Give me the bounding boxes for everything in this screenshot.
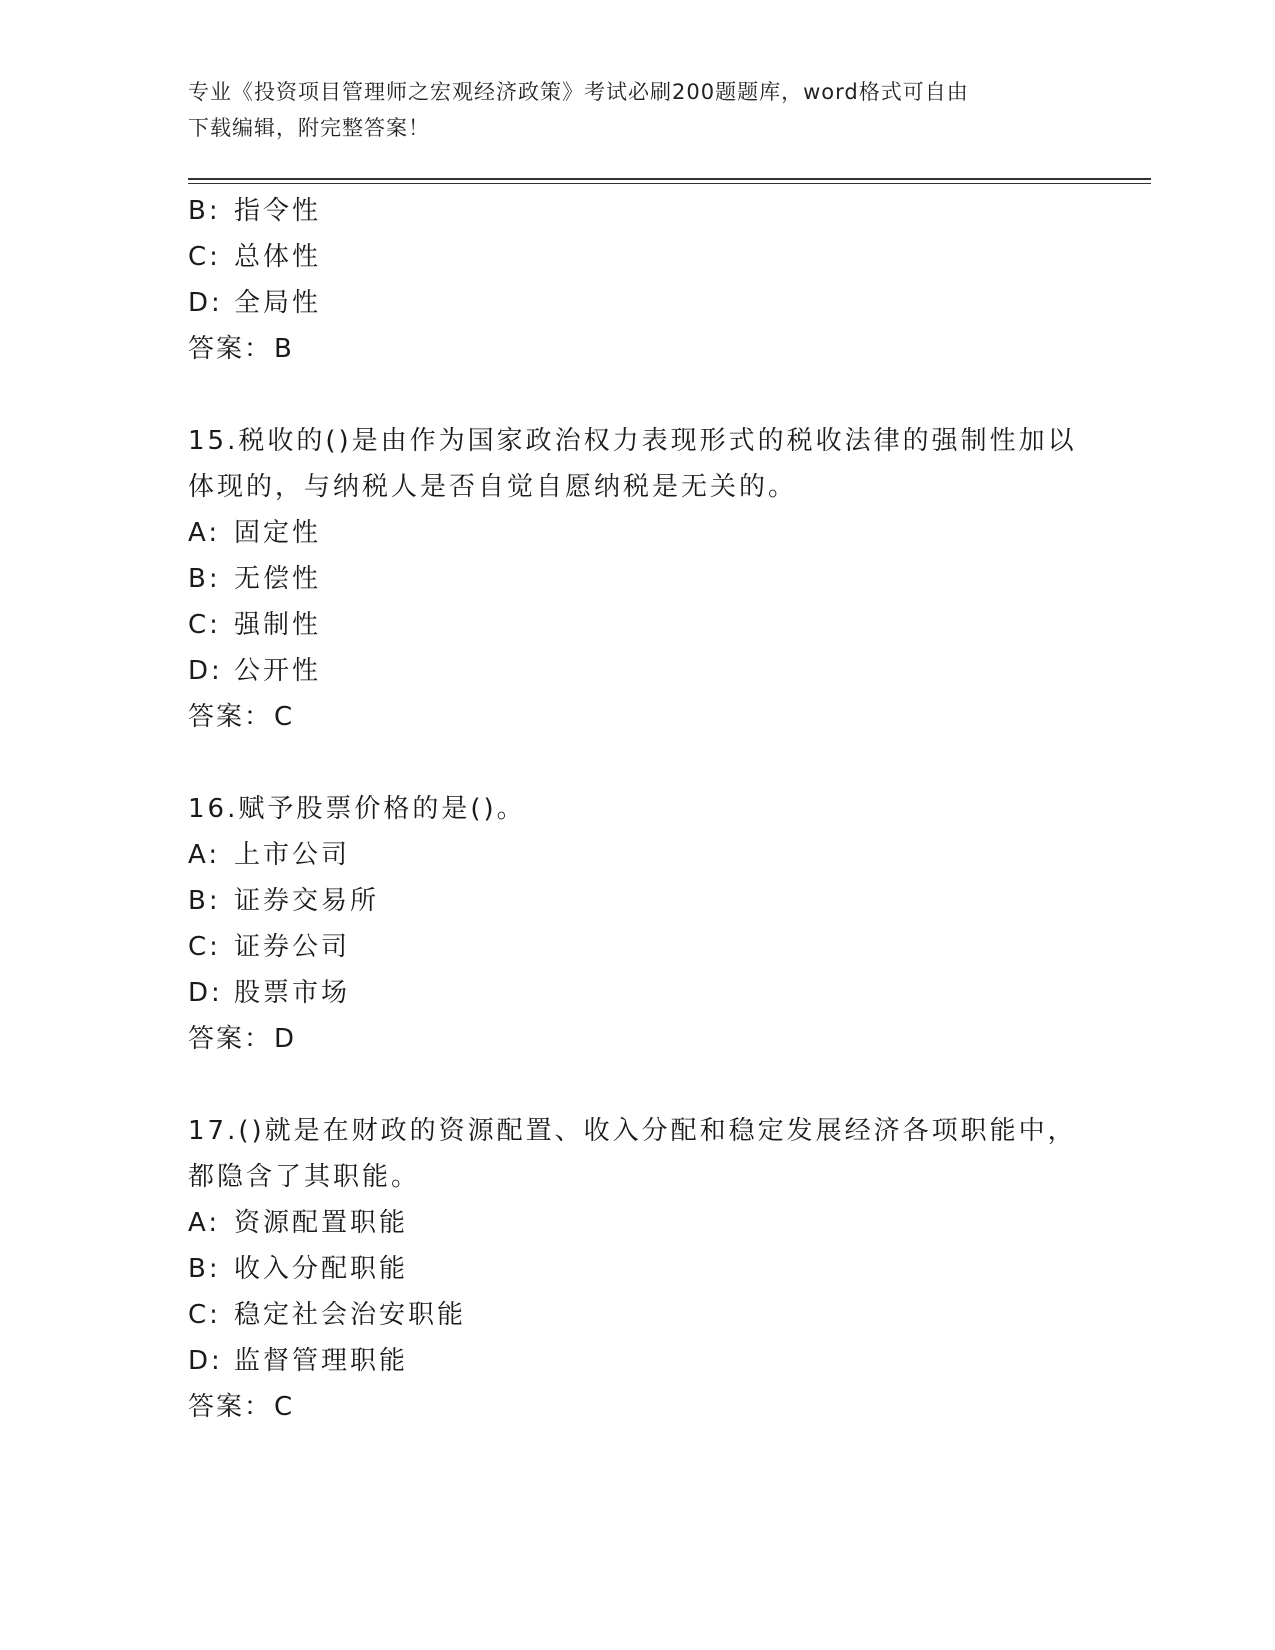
answer-value: C [274, 702, 295, 732]
option-text: 总体性 [234, 242, 322, 272]
option-text: 证券公司 [234, 932, 351, 962]
option-c [188, 234, 1088, 280]
option-d [188, 1338, 1088, 1384]
option-text: 稳定社会治安职能 [234, 1300, 467, 1330]
header-line-2: 下载编辑，附完整答案！ [188, 116, 430, 140]
option-text: 指令性 [234, 196, 322, 226]
option-text: 公开性 [234, 656, 322, 686]
question-stem-line-1: 16.赋予股票价格的是()。 [188, 794, 526, 824]
question-stem [188, 418, 1088, 510]
option-key: D: [188, 656, 223, 686]
question-stem-line-2: 都隐含了其职能。 [188, 1162, 421, 1192]
option-text: 无偿性 [234, 564, 322, 594]
option-text: 证券交易所 [234, 886, 380, 916]
question-carryover [188, 188, 1088, 372]
option-key: B: [188, 564, 221, 594]
option-d [188, 280, 1088, 326]
option-text: 资源配置职能 [234, 1208, 409, 1238]
answer-value: B [274, 334, 294, 364]
option-key: D: [188, 288, 223, 318]
option-text: 全局性 [234, 288, 322, 318]
option-b [188, 188, 1088, 234]
question-16 [188, 786, 1088, 1062]
option-key: A: [188, 518, 221, 548]
answer-line [188, 1016, 1088, 1062]
question-17 [188, 1108, 1088, 1430]
header-divider-thick [188, 178, 1151, 180]
option-text: 监督管理职能 [234, 1346, 409, 1376]
answer-label: 答案： [188, 1392, 273, 1422]
answer-value: D [274, 1024, 297, 1054]
option-c [188, 1292, 1088, 1338]
option-text: 上市公司 [234, 840, 351, 870]
option-key: A: [188, 840, 221, 870]
option-key: C: [188, 932, 221, 962]
question-stem [188, 786, 1088, 832]
option-a [188, 510, 1088, 556]
option-a [188, 832, 1088, 878]
answer-line [188, 326, 1088, 372]
header-divider-thin [188, 183, 1151, 184]
question-stem [188, 1108, 1088, 1200]
option-b [188, 878, 1088, 924]
option-c [188, 602, 1088, 648]
option-key: D: [188, 978, 223, 1008]
header-line-1: 专业《投资项目管理师之宏观经济政策》考试必刷200题题库，word格式可自由 [188, 80, 969, 104]
option-a [188, 1200, 1088, 1246]
answer-label: 答案： [188, 1024, 273, 1054]
answer-line [188, 1384, 1088, 1430]
option-text: 固定性 [234, 518, 322, 548]
spacer [188, 372, 1088, 418]
question-stem-line-2: 体现的，与纳税人是否自觉自愿纳税是无关的。 [188, 472, 798, 502]
option-text: 收入分配职能 [234, 1254, 409, 1284]
option-c [188, 924, 1088, 970]
option-key: B: [188, 886, 221, 916]
option-key: C: [188, 242, 221, 272]
option-b [188, 1246, 1088, 1292]
spacer [188, 740, 1088, 786]
answer-value: C [274, 1392, 295, 1422]
answer-label: 答案： [188, 334, 273, 364]
option-b [188, 556, 1088, 602]
option-d [188, 648, 1088, 694]
option-text: 股票市场 [234, 978, 351, 1008]
document-header [188, 74, 1088, 146]
spacer [188, 1062, 1088, 1108]
option-key: B: [188, 1254, 221, 1284]
option-key: C: [188, 610, 221, 640]
answer-line [188, 694, 1088, 740]
option-key: B: [188, 196, 221, 226]
answer-label: 答案： [188, 702, 273, 732]
question-stem-line-1: 17.()就是在财政的资源配置、收入分配和稳定发展经济各项职能中， [188, 1116, 1077, 1146]
option-key: D: [188, 1346, 223, 1376]
question-stem-line-1: 15.税收的()是由作为国家政治权力表现形式的税收法律的强制性加以 [188, 426, 1077, 456]
option-key: A: [188, 1208, 221, 1238]
question-15 [188, 418, 1088, 740]
option-key: C: [188, 1300, 221, 1330]
option-text: 强制性 [234, 610, 322, 640]
question-list [188, 188, 1088, 1430]
option-d [188, 970, 1088, 1016]
